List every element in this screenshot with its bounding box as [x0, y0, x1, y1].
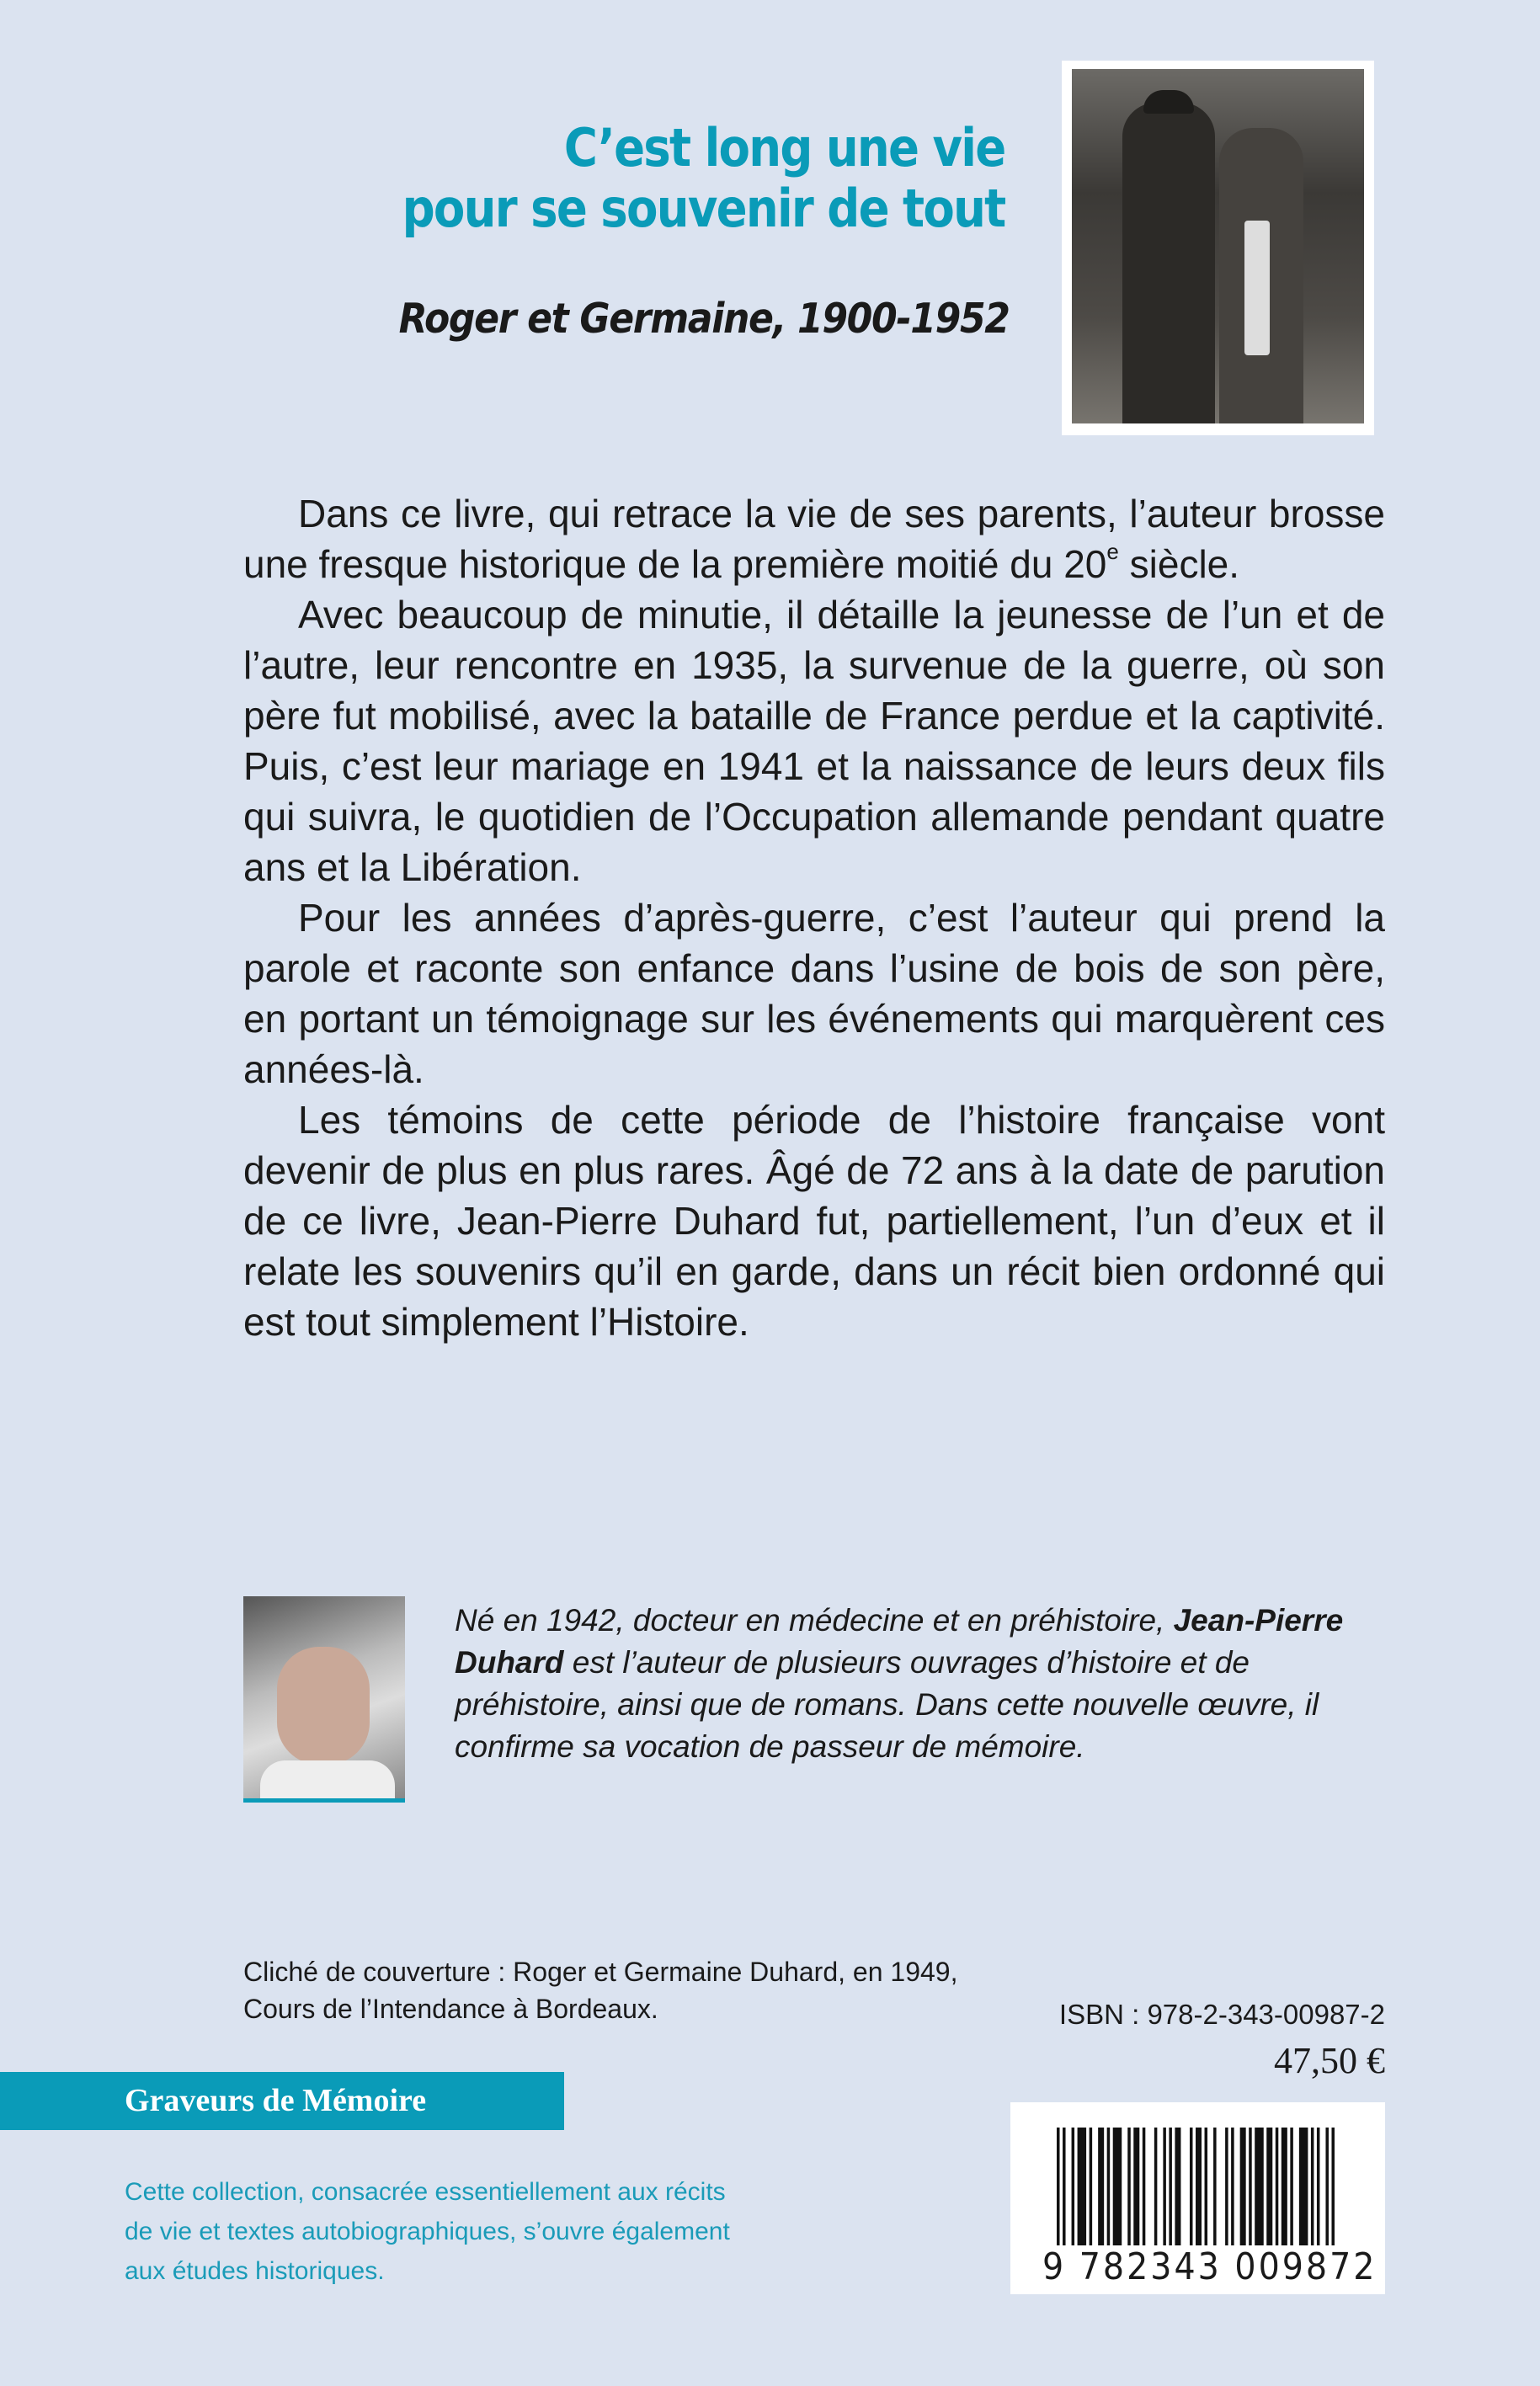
price: 47,50 €	[1274, 2040, 1385, 2081]
barcode-bar	[1113, 2128, 1122, 2254]
summary-paragraph: Pour les années d’après-guerre, c’est l’auteur qui prend la parole et raconte son enfance dans l’usine de bois de son père, en portant un témoignage sur les événements qui marquèrent ces années-là.	[243, 896, 1385, 1091]
superscript: e	[1106, 539, 1119, 564]
barcode-bar	[1107, 2128, 1111, 2254]
photo-credit	[243, 1953, 957, 2027]
book-subtitle: Roger et Germaine, 1900-1952	[398, 295, 1010, 343]
summary-text: Dans ce livre, qui retrace la vie de ses parents, l’auteur brosse une fresque historique de la première moitié du 20	[243, 492, 1385, 586]
credit-line: Cliché de couverture : Roger et Germaine Duhard, en 1949,	[243, 1957, 958, 1987]
barcode-bar	[1225, 2128, 1228, 2254]
credit-line: Cours de l’Intendance à Bordeaux.	[243, 1994, 658, 2024]
collection-description	[125, 2172, 730, 2291]
barcode-bar	[1072, 2128, 1075, 2254]
barcode-bar	[1127, 2128, 1131, 2254]
summary-paragraph: Avec beaucoup de minutie, il détaille la jeunesse de l’un et de l’autre, leur rencontre en 1935, la survenue de la guerre, où son père fut mobilisé, avec la bataille de France perdue et la captivité. Puis, c’est leur mariage en 1941 et la naissance de leurs deux fils qui suivra, le quotidien de l’Occupation allemande pendant quatre ans et la Libération.	[243, 593, 1385, 889]
barcode-bar	[1175, 2128, 1180, 2254]
author-bio	[455, 1600, 1389, 1768]
author-photo	[243, 1596, 405, 1803]
barcode-bar	[1231, 2128, 1234, 2254]
barcode-bar	[1240, 2128, 1246, 2254]
bio-text: Né en 1942, docteur en médecine et en préhistoire,	[455, 1603, 1174, 1638]
barcode-bar	[1205, 2128, 1208, 2254]
barcode-bar	[1190, 2128, 1193, 2254]
cover-photo	[1062, 61, 1374, 435]
author-name: Jean-Pierre Duhard	[455, 1603, 1344, 1680]
collection-name: Graveurs de Mémoire	[0, 2072, 564, 2130]
barcode-bar	[1154, 2128, 1158, 2254]
summary-paragraph	[243, 488, 1385, 589]
barcode-bar	[1325, 2128, 1329, 2254]
book-title	[320, 118, 1005, 239]
back-cover-summary	[243, 488, 1385, 1347]
barcode-bar	[1249, 2128, 1252, 2254]
barcode-bar	[1143, 2128, 1146, 2254]
barcode-bar	[1098, 2128, 1104, 2254]
barcode-bar	[1255, 2128, 1264, 2254]
isbn: ISBN : 978-2-343-00987-2	[1058, 1999, 1385, 2030]
summary-paragraph: Les témoins de cette période de l’histoire française vont devenir de plus en plus rares. Âgé de 72 ans à la date de parution de ce livre, Jean-Pierre Duhard fut, partiellement, l’un d’eux et il relate les souvenirs qu’il en garde, dans un récit bien ordonné qui est tout simplement l’Histoire.	[243, 1098, 1385, 1344]
barcode-digits: 9 782343 009872	[1042, 2245, 1377, 2288]
barcode-bar	[1196, 2128, 1202, 2254]
barcode-bar	[1163, 2128, 1166, 2254]
barcode-bar	[1213, 2128, 1217, 2254]
title-line-2: pour se souvenir de tout	[402, 178, 1004, 239]
barcode-bar	[1057, 2128, 1060, 2254]
barcode	[1010, 2102, 1385, 2294]
collection-line: Cette collection, consacrée essentiellement aux récits	[125, 2178, 726, 2206]
barcode-bar	[1331, 2128, 1335, 2254]
barcode-bar	[1266, 2128, 1272, 2254]
collection-line: aux études historiques.	[125, 2257, 385, 2285]
collection-line: de vie et textes autobiographiques, s’ouvre également	[125, 2218, 730, 2245]
barcode-bar	[1299, 2128, 1308, 2254]
barcode-bar	[1276, 2128, 1279, 2254]
barcode-bar	[1133, 2128, 1139, 2254]
barcode-bar	[1169, 2128, 1172, 2254]
summary-text: siècle.	[1118, 542, 1240, 586]
barcode-bar	[1290, 2128, 1293, 2254]
barcode-bar	[1063, 2128, 1066, 2254]
barcode-bar	[1078, 2128, 1087, 2254]
barcode-bar	[1090, 2128, 1093, 2254]
bio-text: est l’auteur de plusieurs ouvrages d’histoire et de préhistoire, ainsi que de romans. Dans cette nouvelle œuvre, il confirme sa vocation de passeur de mémoire.	[455, 1645, 1319, 1764]
barcode-bar	[1311, 2128, 1314, 2254]
barcode-bar	[1317, 2128, 1320, 2254]
barcode-bars	[1057, 2128, 1335, 2254]
title-line-1: C’est long une vie	[563, 117, 1004, 178]
barcode-bar	[1282, 2128, 1287, 2254]
